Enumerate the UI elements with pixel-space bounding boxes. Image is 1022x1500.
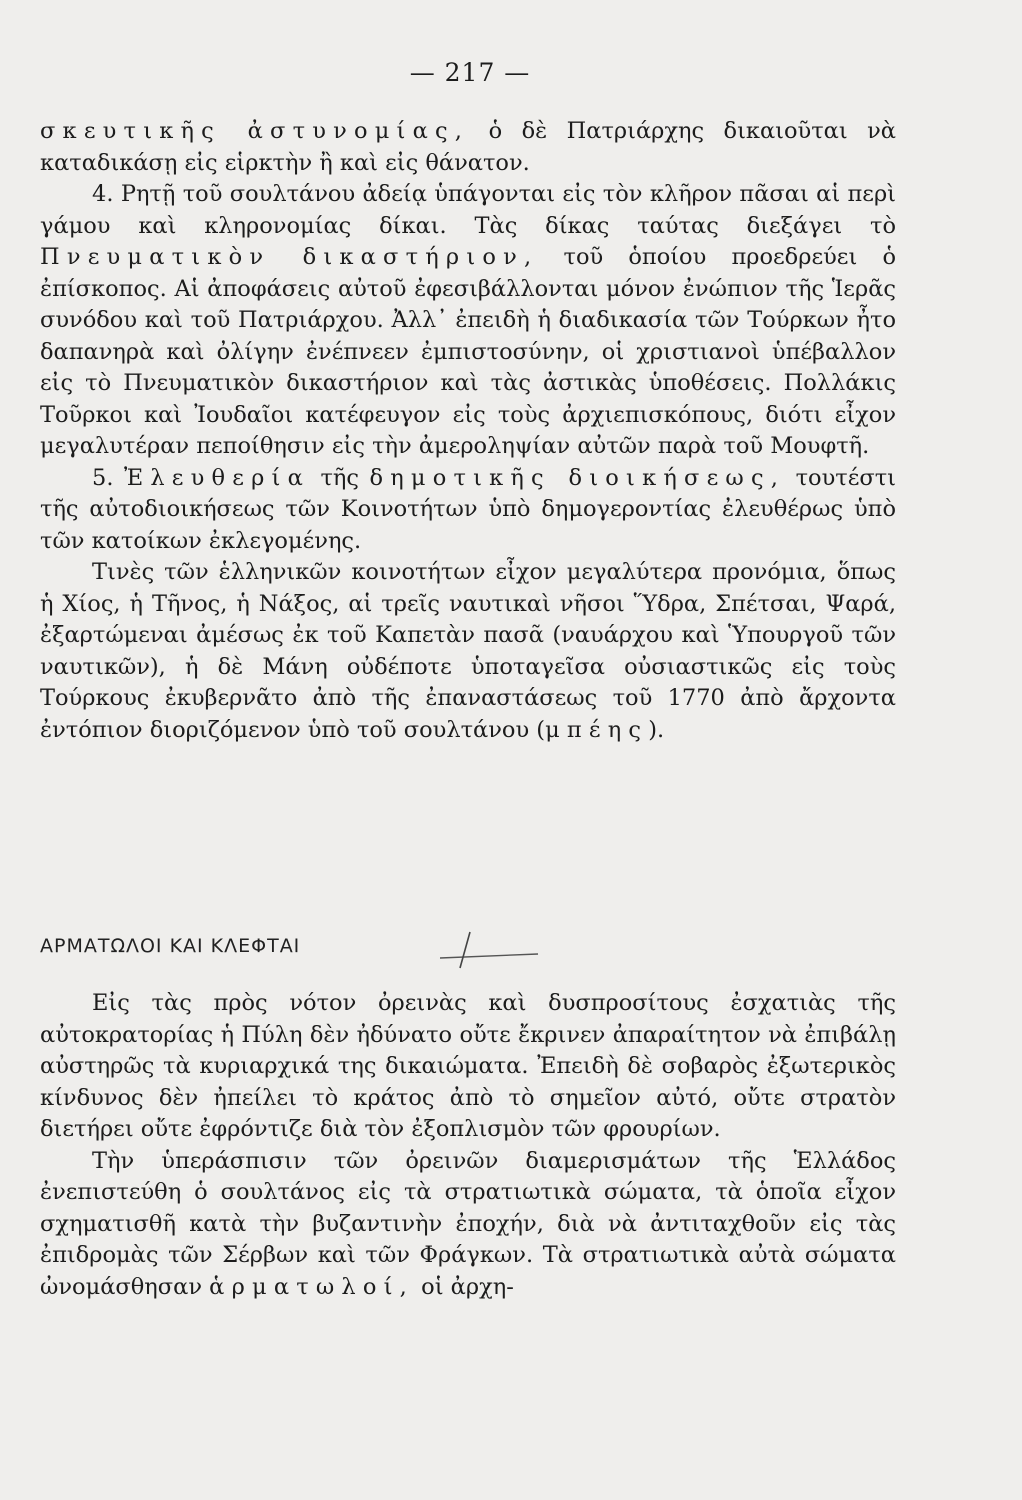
spaced-term: μπέης — [545, 716, 649, 743]
paragraph-text: Τινὲς τῶν ἑλληνικῶν κοινοτήτων εἶχον μεγαλύτερα προνόμια, ὅπως ἡ Χίος, ἡ Τῆνος, ἡ Νάξος, αἱ τρεῖς ναυτικαὶ νῆσοι Ὕδρα, Σπέτσαι, Ψαρά, ἐξαρτώμεναι ἀμέσως ἐκ τοῦ Καπετὰν πασᾶ (ναυάρχου καὶ Ὑπουργοῦ τῶν ναυτικῶν), ἡ δὲ Μάνη οὐδέποτε ὑποταγεῖσα οὐσιαστικῶς εἰς τοὺς Τούρκους ἐκυβερνᾶτο ἀπὸ τῆς ἐπαναστάσεως τοῦ 1770 ἀπὸ ἄρχοντα ἐντόπιον διοριζόμενον ὑπὸ τοῦ σουλτάνου ( — [40, 559, 896, 743]
paragraph-point-5 — [40, 463, 896, 558]
paragraph-text: τουτέστι τῆς αὐτοδιοικήσεως τῶν Κοινοτήτων ὑπὸ δημογεροντίας ἐλευθέρως ὑπὸ τῶν κατοίκων ἐκλεγομένης. — [40, 464, 896, 554]
paragraph-intro: Εἰς τὰς πρὸς νότον ὀρεινὰς καὶ δυσπροσίτους ἐσχατιὰς τῆς αὐτοκρατορίας ἡ Πύλη δὲν ἠδύνατο οὔτε ἔκρινεν ἀπαραίτητον νὰ ἐπιβάλῃ αὐστηρῶς τὰ κυριαρχικά της δικαιώματα. Ἐπειδὴ δὲ σοβαρὸς ἐξωτερικὸς κίνδυνος δὲν ἠπείλει τὸ κράτος ἀπὸ τὸ σημεῖον αὐτό, οὔτε στρατὸν διετήρει οὔτε ἐφρόντιζε διὰ τὸν ἐξοπλισμὸν τῶν φρουρίων. — [40, 990, 896, 1142]
paragraph-continuation — [40, 116, 896, 179]
point-number: 5. — [92, 464, 124, 491]
pencil-mark-icon — [440, 930, 540, 970]
section-heading: ΑΡΜΑΤΩΛΟΙ ΚΑΙ ΚΛΕΦΤΑΙ — [40, 935, 301, 957]
paragraph-text: Τὴν ὑπεράσπισιν τῶν ὀρεινῶν διαμερισμάτων τῆς Ἑλλάδος ἐνεπιστεύθη ὁ σουλτάνος εἰς τὰ στρατιωτικὰ σώματα, τὰ ὁποῖα εἶχον σχηματισθῆ κατὰ τὴν βυζαντινὴν ἐποχήν, διὰ νὰ ἀντιταχθοῦν εἰς τὰς ἐπιδρομὰς τῶν Σέρβων καὶ τῶν Φράγκων. Τὰ στρατιωτικὰ αὐτὰ σώματα ὠνομάσθησαν — [40, 1147, 896, 1300]
paragraph-communities — [40, 557, 896, 746]
paragraph-text: ). — [648, 716, 665, 743]
paragraph-text: ὁ δὲ Πατριάρχης δικαιοῦται νὰ καταδικάσῃ εἰς εἱρκτὴν ἢ καὶ εἰς θάνατον. — [40, 118, 896, 176]
paragraph-text: 4. Ρητῇ τοῦ σουλτάνου ἀδείᾳ ὑπάγονται εἰς τὸν κλῆρον πᾶσαι αἱ περὶ γάμου καὶ κληρονομίας δίκαι. Τὰς δίκας ταύτας διεξάγει τὸ — [40, 181, 896, 239]
spaced-term: ἁρματωλοί, — [209, 1273, 414, 1300]
paragraph-point-4 — [40, 179, 896, 463]
spaced-term: Πνευματικὸν δικαστήριον, — [40, 244, 539, 270]
section-1 — [40, 116, 896, 746]
paragraph-text: τοῦ ὁποίου προεδρεύει ὁ ἐπίσκοπος. Αἱ ἀποφάσεις αὐτοῦ ἐφεσιβάλλονται μόνον ἐνώπιον τῆς Ἱερᾶς συνόδου καὶ τοῦ Πατριάρχου. Ἀλλ᾽ ἐπειδὴ ἡ διαδικασία τῶν Τούρκων ἦτο δαπανηρὰ καὶ ὀλίγην ἐνέπνεεν ἐμπιστοσύνην, οἱ χριστιανοὶ ὑπέβαλλον εἰς τὸ Πνευματικὸν δικαστήριον καὶ τὰς ἀστικὰς ὑποθέσεις. Πολλάκις Τοῦρκοι καὶ Ἰουδαῖοι κατέφευγον εἰς τοὺς ἀρχιεπισκόπους, διότι εἶχον μεγαλυτέραν πεποίθησιν εἰς τὴν ἀμεροληψίαν αὐτῶν παρὰ τοῦ Μουφτῆ. — [40, 244, 896, 459]
section-2 — [40, 988, 896, 1303]
spaced-term: δημοτικῆς διοικήσεως, — [369, 464, 786, 491]
paragraph-armatoloi — [40, 1146, 896, 1304]
spaced-term: σκευτικῆς ἀστυνομίας, — [40, 118, 470, 144]
spaced-term: Ἐλευθερία — [123, 464, 310, 491]
paragraph-text: τῆς — [309, 464, 370, 491]
paragraph-text: οἱ ἀρχη- — [414, 1273, 514, 1300]
page-number: — 217 — — [409, 58, 531, 87]
